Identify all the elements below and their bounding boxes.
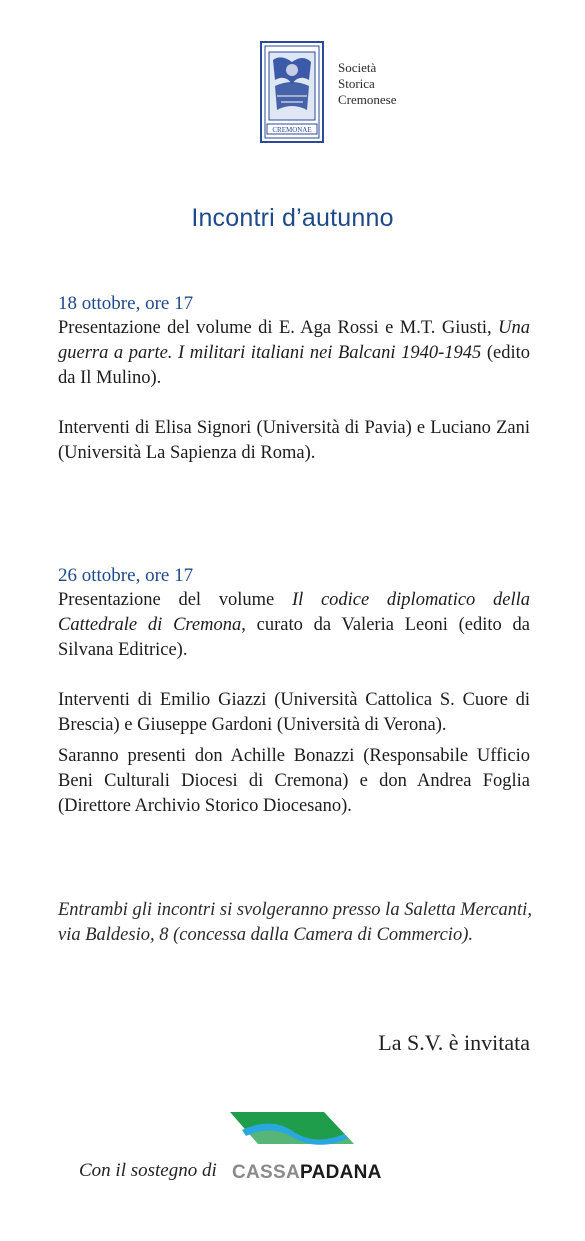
event-1-date: 18 ottobre, ore 17 xyxy=(58,293,194,314)
society-logo xyxy=(259,40,325,144)
society-name-line-1: Società xyxy=(338,60,377,75)
society-name-line-2: Storica xyxy=(338,76,375,91)
cassapadana-logo-icon xyxy=(228,1112,356,1154)
sponsor-name-part-1: CASSA xyxy=(232,1162,301,1183)
event-1-publisher: (edito da Il Mulino). xyxy=(58,343,530,388)
sponsor-name xyxy=(232,1162,382,1184)
society-name-line-3: Cremonese xyxy=(338,92,397,107)
page-title: Incontri d’autunno xyxy=(191,204,394,232)
event-2-book-title: Il codice diplomatico della Cattedrale di Cremona xyxy=(58,590,530,635)
event-2-speakers: Interventi di Emilio Giazzi (Università Cattolica S. Cuore di Brescia) e Giuseppe Gardoni (Università di Verona). xyxy=(58,690,530,735)
venue-note-line-2: via Baldesio, 8 (concessa dalla Camera di Commercio). xyxy=(58,925,473,945)
event-2-editor: , curato da Valeria Leoni (edito da Silvana Editrice). xyxy=(58,615,531,660)
event-1-speakers: Interventi di Elisa Signori (Università di Pavia) e Luciano Zani (Università La Sapienza di Roma). xyxy=(58,418,530,463)
venue-note-line-1: Entrambi gli incontri si svolgeranno presso la Saletta Mercanti, xyxy=(58,900,532,920)
society-seal-icon xyxy=(259,40,325,144)
event-2-presentation xyxy=(58,588,530,663)
event-2-presentation-text: Presentazione del volume xyxy=(58,590,275,610)
event-1-book-title: Una guerra a parte. I militari italiani nei Balcani 1940-1945 xyxy=(58,318,530,363)
sponsor-name-part-2: PADANA xyxy=(300,1162,382,1183)
logo-inscription: CREMONAE xyxy=(272,126,312,134)
society-name xyxy=(338,60,396,108)
event-2-attendees: Saranno presenti don Achille Bonazzi (Responsabile Ufficio Beni Culturali Diocesi di Cremona) e don Andrea Foglia (Direttore Archivio Storico Diocesano). xyxy=(58,746,530,816)
event-1-presentation-text: Presentazione del volume di E. Aga Rossi e M.T. Giusti, xyxy=(58,318,492,338)
venue-note xyxy=(58,898,538,948)
invitation-text: La S.V. è invitata xyxy=(378,1030,530,1055)
event-2 xyxy=(58,563,530,819)
event-1-presentation xyxy=(58,316,530,391)
event-2-date: 26 ottobre, ore 17 xyxy=(58,565,194,586)
event-1 xyxy=(58,291,530,466)
support-text: Con il sostegno di xyxy=(79,1160,217,1181)
